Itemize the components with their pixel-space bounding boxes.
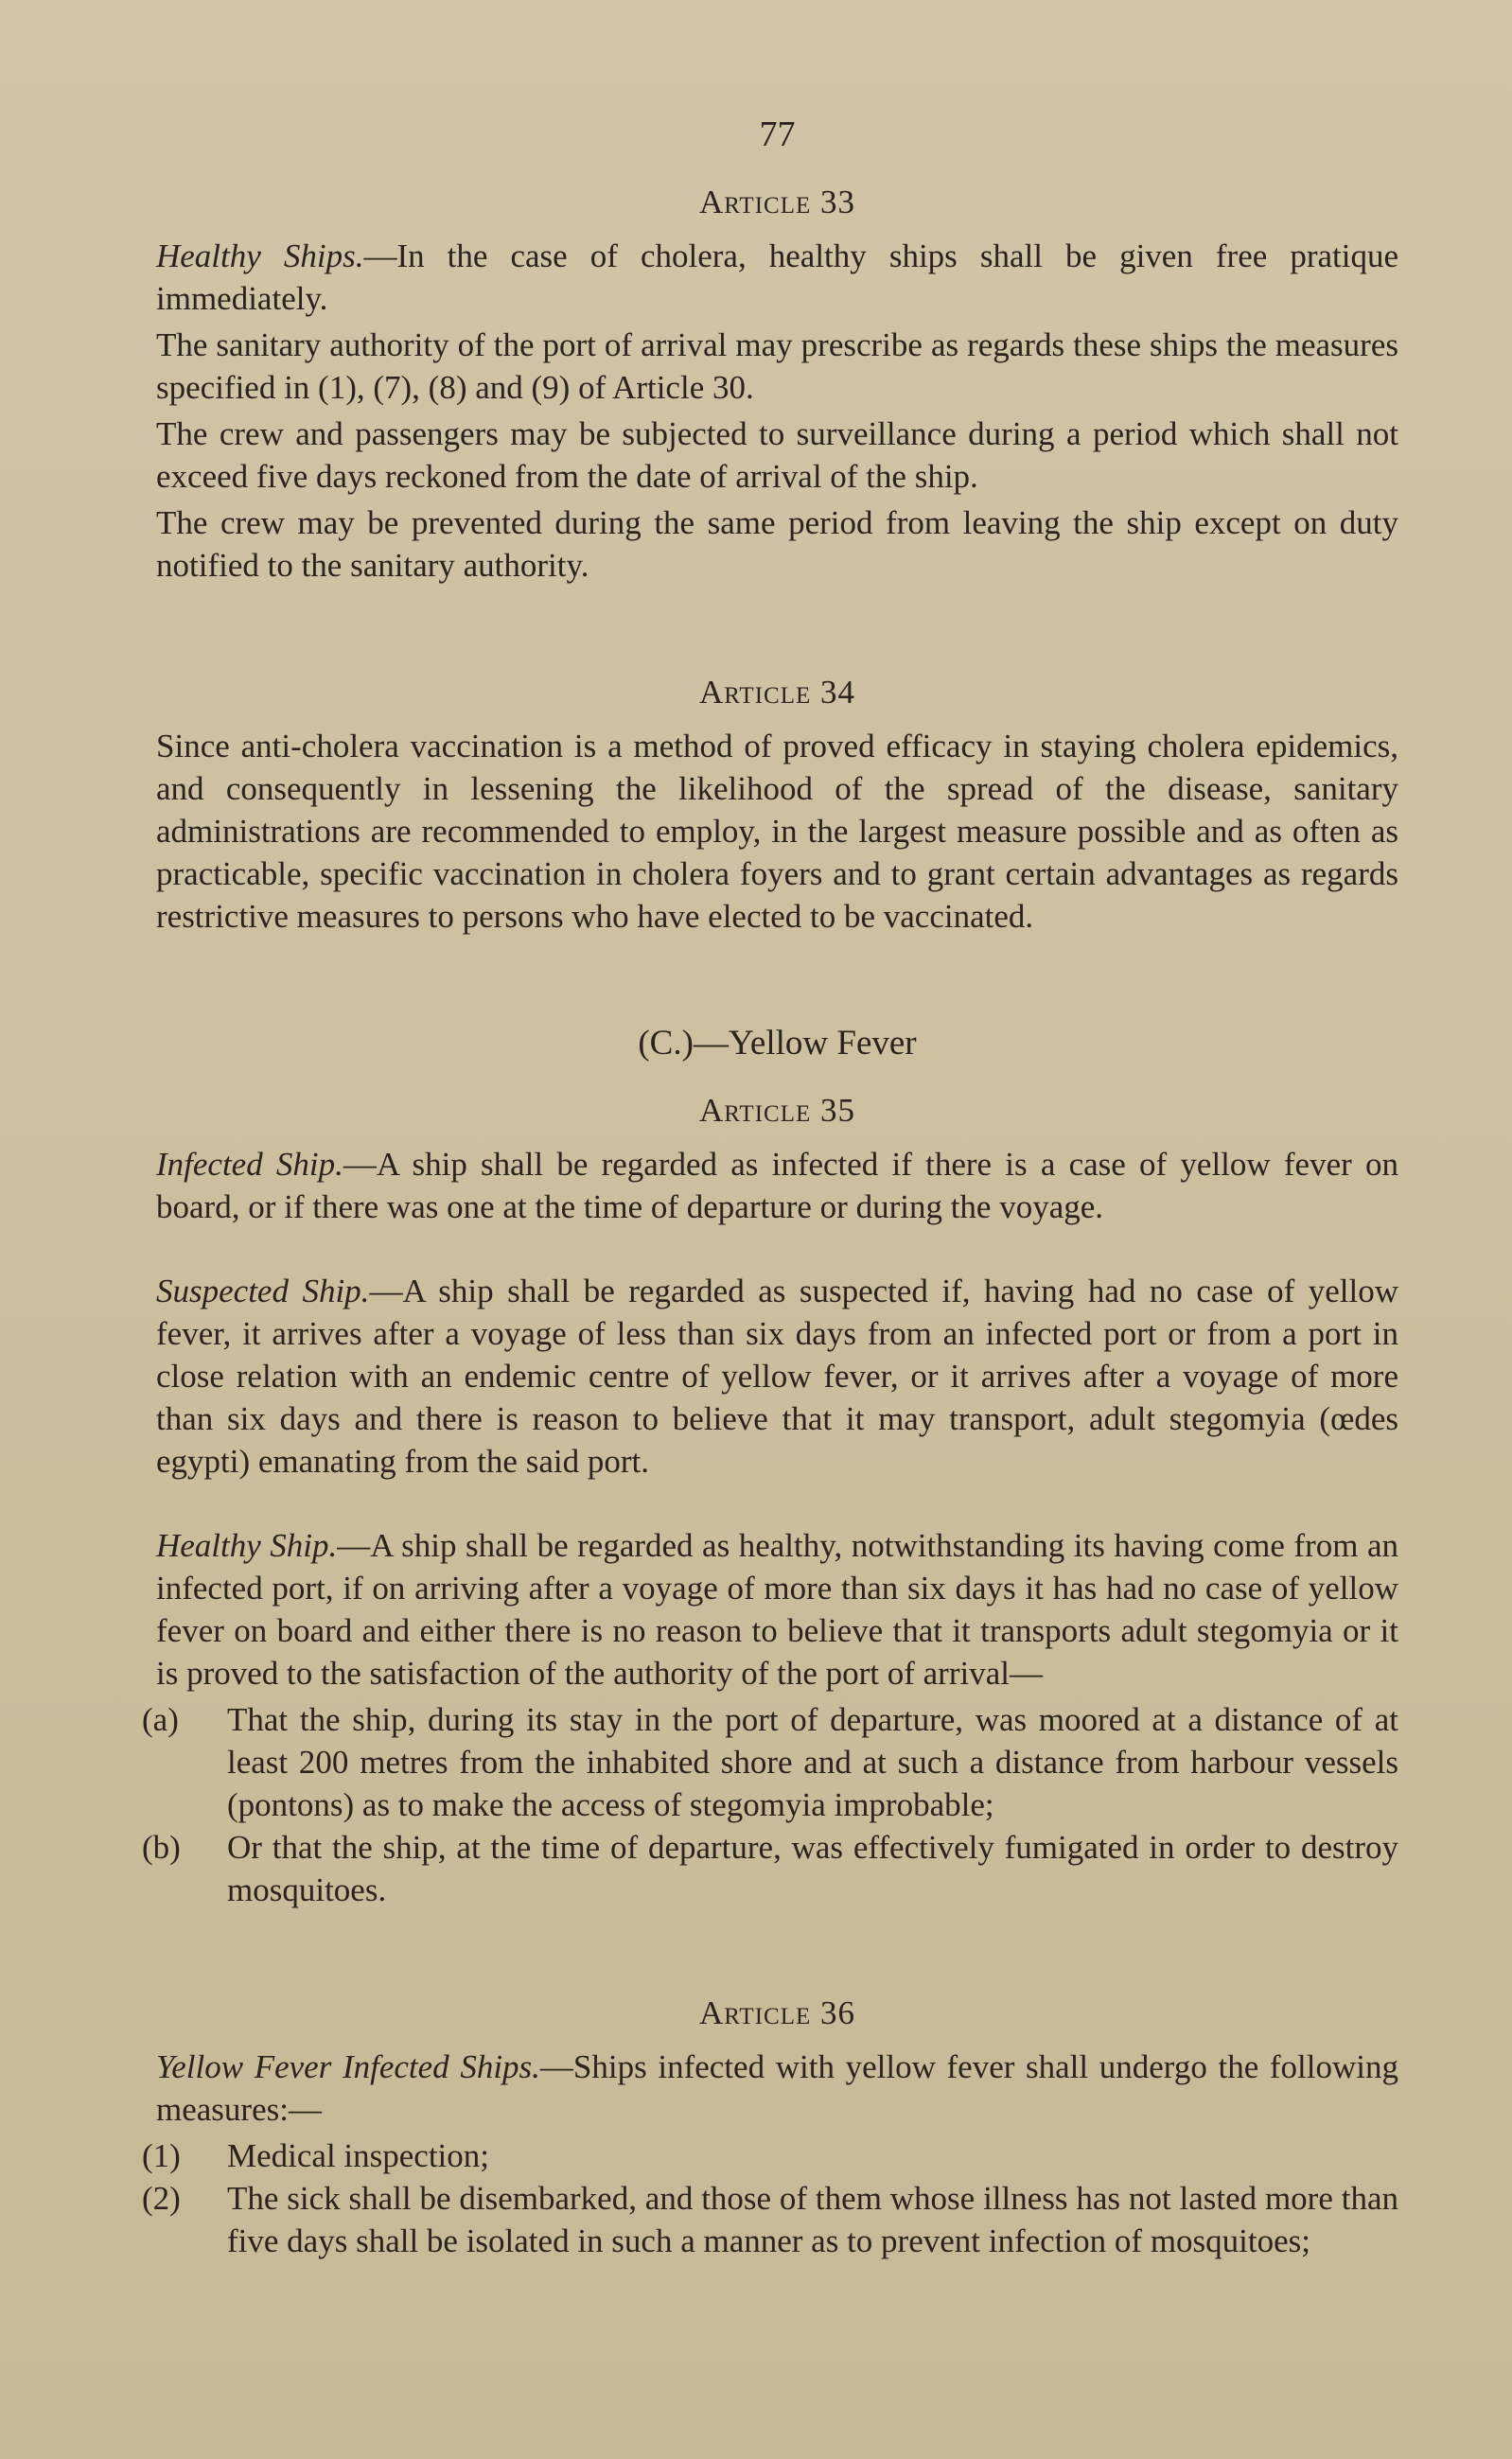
article-35-item-a-mark: (a) [142,1701,179,1738]
article-35-paragraph-3 [156,1524,1398,1695]
article-33-paragraph-3: The crew and passengers may be subjected to surveillance during a period which shall not exceed five days reckoned from the date of arrival of the ship. [156,415,1398,495]
article-35-text-3: —A ship shall be regarded as healthy, notwithstanding its having come from an infected port, if on arriving after a voyage of more than six days it has had no case of yellow fever on board and either there is no reason to believe that it transports adult stegomyia or it is proved to the satisfaction of the authority of the port of arrival— [156,1527,1398,1692]
article-33-heading: Article 33 [698,184,855,220]
article-35-paragraph-1 [156,1143,1398,1228]
article-35-item-b-mark: (b) [142,1829,181,1866]
article-33-paragraph-4: The crew may be prevented during the same period from leaving the ship except on duty notified to the sanitary authority. [156,504,1398,584]
article-36-measure-2-text: The sick shall be disembarked, and those of them whose illness has not lasted more than five days shall be isolated in such a manner as to prevent infection of mosquitoes; [227,2180,1398,2259]
article-34-heading: Article 34 [698,674,855,711]
section-c-title: (C.)—Yellow Fever [638,1024,917,1063]
article-36-measure-1 [142,2134,1398,2177]
article-33-text-1: —In the case of cholera, healthy ships shall be given free pratique immediately. [156,237,1399,317]
article-36-lead: Yellow Fever Infected Ships. [156,2048,540,2085]
article-36-heading: Article 36 [698,1994,855,2031]
article-33-lead: Healthy Ships. [156,237,364,274]
article-36-paragraph-1 [156,2046,1398,2131]
article-35-item-a-text: That the ship, during its stay in the port of departure, was moored at a distance of at least 200 metres from the inhabited shore and at such a distance from harbour vessels (pontons) as to make the access of stegomyia improbable; [227,1701,1398,1823]
article-36-measure-2-mark: (2) [142,2180,181,2217]
article-33-paragraph-1 [156,235,1398,320]
page-number: 77 [759,114,796,154]
article-33-paragraph-2: The sanitary authority of the port of arrival may prescribe as regards these ships the measures specified in (1), (7), (8) and (9) of Article 30. [156,326,1398,406]
article-35-text-1: —A ship shall be regarded as infected if there is a case of yellow fever on board, or if there was one at the time of departure or during the voyage. [156,1146,1398,1225]
article-34-paragraph-1: Since anti-cholera vaccination is a method of proved efficacy in staying cholera epidemics, and consequently in lessening the likelihood of the spread of the disease, sanitary administrations are recommended to employ, in the largest measure possible and as often as practicable, specific vaccination in cholera foyers and to grant certain advantages as regards restrictive measures to persons who have elected to be vaccinated. [156,728,1398,935]
article-35-item-b-text: Or that the ship, at the time of departure, was effectively fumigated in order to destroy mosquitoes. [227,1829,1398,1908]
article-35-lead-suspected: Suspected Ship. [156,1273,370,1309]
article-35-item-b [142,1826,1398,1911]
article-35-heading: Article 35 [698,1092,855,1129]
article-36-measure-1-mark: (1) [142,2137,181,2174]
article-36-text-1: —Ships infected with yellow fever shall undergo the following measures:— [156,2048,1398,2128]
article-36-measure-2 [142,2177,1398,2262]
article-35-lead-infected: Infected Ship. [156,1146,343,1183]
article-35-lead-healthy: Healthy Ship. [156,1527,338,1564]
article-35-item-a [142,1698,1398,1826]
article-35-paragraph-2 [156,1270,1398,1483]
article-35-text-2: —A ship shall be regarded as suspected if, having had no case of yellow fever, it arrives after a voyage of less than six days from an infected port or from a port in close relation with an endemic centre of yellow fever, or it arrives after a voyage of more than six days and there is reason to believe that it may transport, adult stegomyia (œdes egypti) emanating from the said port. [156,1273,1398,1480]
article-36-measure-1-text: Medical inspection; [227,2137,490,2174]
section-c-heading [156,1023,1398,1063]
